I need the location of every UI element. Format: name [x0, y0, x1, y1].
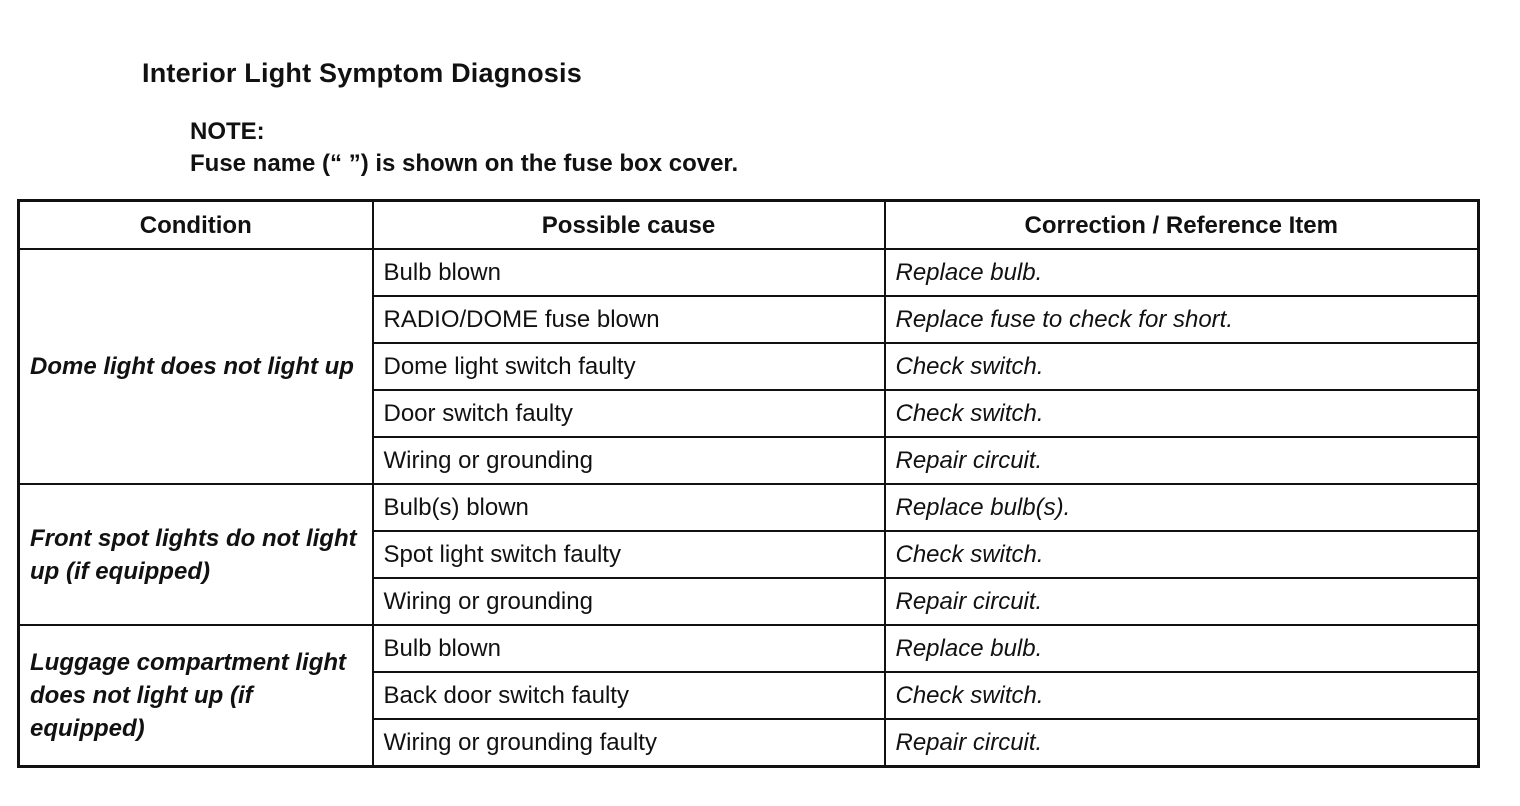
page-title: Interior Light Symptom Diagnosis [142, 58, 582, 88]
table-row [19, 625, 1479, 672]
correction-cell: Check switch. [885, 672, 1479, 719]
correction-cell: Check switch. [885, 390, 1479, 437]
cause-cell: Back door switch faulty [373, 672, 885, 719]
table-row [19, 484, 1479, 531]
cause-cell: Dome light switch faulty [373, 343, 885, 390]
cause-cell: Bulb blown [373, 625, 885, 672]
correction-cell: Repair circuit. [885, 437, 1479, 484]
correction-cell: Check switch. [885, 531, 1479, 578]
correction-cell: Check switch. [885, 343, 1479, 390]
note-label: NOTE: [190, 118, 265, 145]
condition-cell: Dome light does not light up [19, 249, 373, 484]
condition-cell: Luggage compartment light does not light up (if equipped) [19, 625, 373, 767]
correction-cell: Replace bulb(s). [885, 484, 1479, 531]
cause-cell: RADIO/DOME fuse blown [373, 296, 885, 343]
correction-cell: Repair circuit. [885, 578, 1479, 625]
diagnosis-table [17, 199, 1480, 768]
cause-cell: Spot light switch faulty [373, 531, 885, 578]
correction-cell: Replace bulb. [885, 625, 1479, 672]
header-possible-cause: Possible cause [373, 201, 885, 250]
correction-cell: Replace fuse to check for short. [885, 296, 1479, 343]
cause-cell: Bulb(s) blown [373, 484, 885, 531]
cause-cell: Wiring or grounding faulty [373, 719, 885, 767]
header-condition: Condition [19, 201, 373, 250]
correction-cell: Repair circuit. [885, 719, 1479, 767]
cause-cell: Wiring or grounding [373, 578, 885, 625]
cause-cell: Bulb blown [373, 249, 885, 296]
cause-cell: Door switch faulty [373, 390, 885, 437]
note-text: Fuse name (“ ”) is shown on the fuse box cover. [190, 150, 739, 177]
cause-cell: Wiring or grounding [373, 437, 885, 484]
correction-cell: Replace bulb. [885, 249, 1479, 296]
condition-cell: Front spot lights do not light up (if equipped) [19, 484, 373, 625]
table-row [19, 249, 1479, 296]
header-correction: Correction / Reference Item [885, 201, 1479, 250]
table-header-row [19, 201, 1479, 250]
